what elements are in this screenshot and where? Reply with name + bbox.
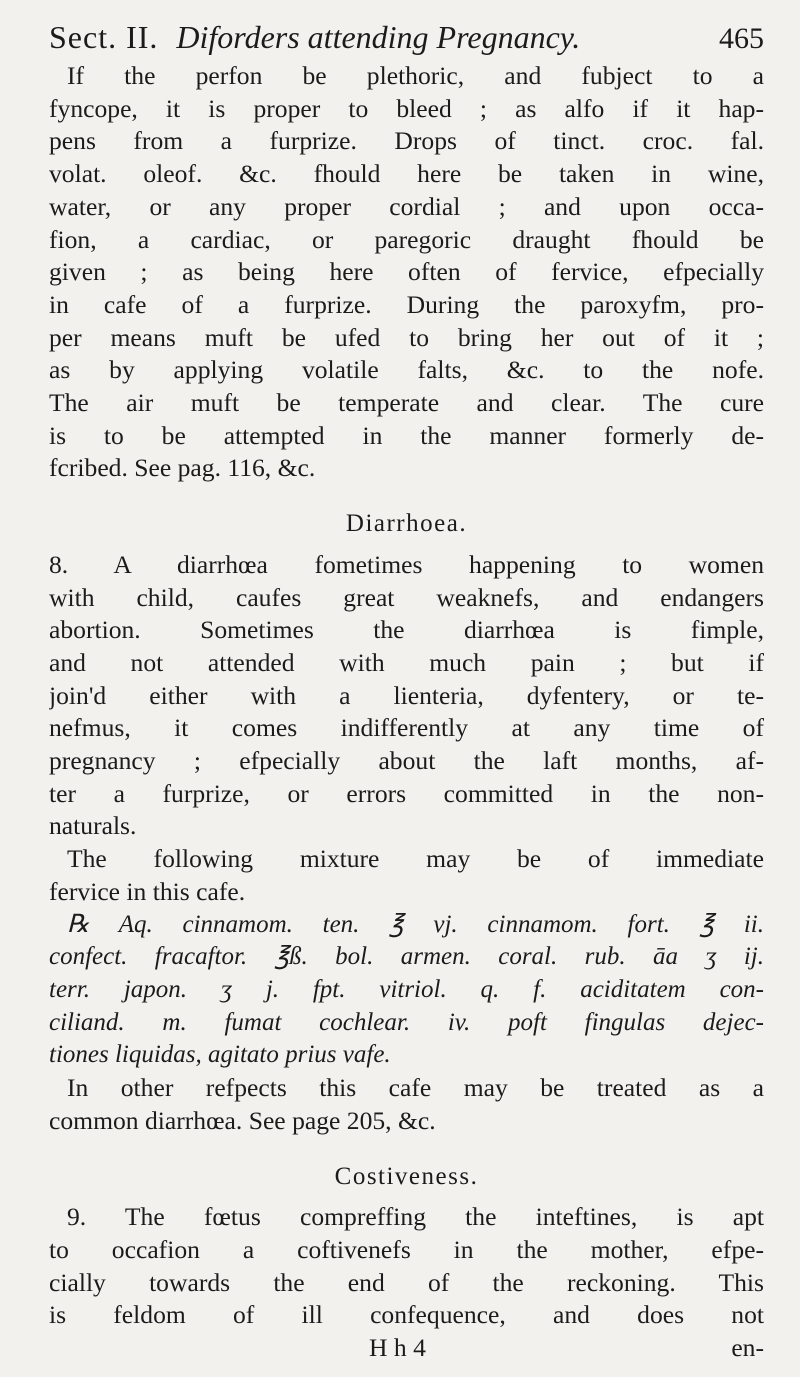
text-line: fervice in this cafe.: [49, 876, 246, 906]
prescription-line: ℞ Aq. cinnamom. ten. ℥ vj. cinnamom. fort. ℥ ii.: [67, 910, 764, 938]
text-line: given ; as being here often of fervice, efpecially: [49, 257, 764, 287]
text-line: pregnancy ; efpecially about the laft months, af-: [49, 746, 764, 776]
text-line: pens from a furprize. Drops of tinct. croc. fal.: [49, 126, 764, 156]
text-line: is feldom of ill confequence, and does not: [49, 1300, 764, 1330]
text-line: abortion. Sometimes the diarrhœa is fimple,: [49, 615, 764, 645]
text-line: nefmus, it comes indifferently at any time of: [49, 713, 764, 743]
costiveness-paragraph: [49, 1201, 764, 1332]
text-line: is to be attempted in the manner formerly de-: [49, 420, 764, 450]
prescription-line: ciliand. m. fumat cochlear. iv. poft fingulas dejec-: [49, 1008, 764, 1036]
text-line: naturals.: [49, 811, 137, 841]
prescription-line: terr. japon. ʒ j. fpt. vitriol. q. f. aciditatem con-: [49, 975, 764, 1003]
catchword: en-: [731, 1333, 764, 1363]
signature-mark: H h 4: [369, 1333, 426, 1363]
mixture-paragraph: [49, 843, 764, 908]
text-line: as by applying volatile falts, &c. to the nofe.: [49, 355, 764, 385]
section-label: Sect. II.: [49, 19, 159, 55]
running-head: [49, 14, 764, 60]
text-line: 8. A diarrhœa fometimes happening to women: [49, 549, 764, 579]
text-line: The following mixture may be of immediate: [67, 844, 764, 874]
chapter-title: Diforders attending Pregnancy.: [176, 19, 581, 55]
text-line: common diarrhœa. See page 205, &c.: [49, 1105, 436, 1135]
prescription-line: tiones liquidas, agitato prius vafe.: [49, 1041, 391, 1069]
prescription: [49, 909, 764, 1073]
text-line: per means muft be ufed to bring her out of it ;: [49, 322, 764, 352]
text-line: to occafion a coftivenefs in the mother, efpe-: [49, 1234, 764, 1264]
text-line: water, or any proper cordial ; and upon occa-: [49, 191, 764, 221]
text-line: 9. The fœtus compreffing the inteftines, is apt: [67, 1202, 764, 1232]
text-line: ter a furprize, or errors committed in the non-: [49, 778, 764, 808]
text-line: and not attended with much pain ; but if: [49, 647, 764, 677]
diarrhoea-paragraph: [49, 549, 764, 843]
text-line: cially towards the end of the reckoning. This: [49, 1267, 764, 1297]
text-line: fion, a cardiac, or paregoric draught fhould be: [49, 224, 764, 254]
closing-paragraph: [49, 1072, 764, 1137]
text-line: volat. oleof. &c. fhould here be taken in wine,: [49, 159, 764, 189]
prescription-line: confect. fracaftor. ℥ß. bol. armen. coral. rub. āa ʒ ij.: [49, 943, 764, 971]
text-line: The air muft be temperate and clear. The cure: [49, 388, 764, 418]
section-heading-diarrhoea: Diarrhoea.: [345, 510, 468, 538]
text-line: In other refpects this cafe may be treated as a: [67, 1073, 764, 1103]
text-line: fcribed. See pag. 116, &c.: [49, 453, 316, 483]
opening-paragraph: [49, 60, 764, 485]
text-line: fyncope, it is proper to bleed ; as alfo if it hap-: [49, 93, 764, 123]
page-footer: [49, 1332, 764, 1365]
text-line: with child, caufes great weaknefs, and endangers: [49, 582, 764, 612]
text-line: in cafe of a furprize. During the paroxyfm, pro-: [49, 289, 764, 319]
page-number: 465: [719, 22, 764, 55]
text-line: If the perfon be plethoric, and fubject to a: [67, 61, 764, 90]
text-line: join'd either with a lienteria, dyfentery, or te-: [49, 680, 764, 710]
section-heading-costiveness: Costiveness.: [334, 1162, 479, 1190]
